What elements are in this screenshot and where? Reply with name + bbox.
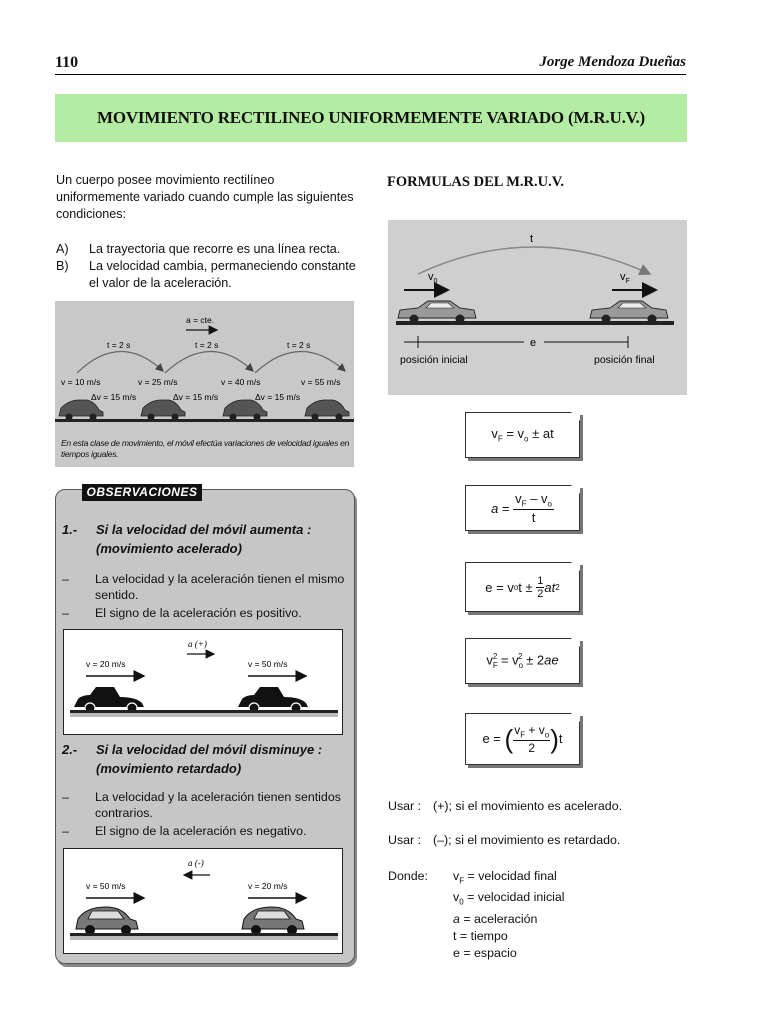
bullet-item [62, 789, 346, 821]
formula-velocity-squared: $v_F^2 = v_o^2 \pm 2ae$ [465, 638, 580, 684]
car-icon [223, 400, 267, 421]
time-label: t = 2 s [195, 340, 219, 350]
accelerated-motion-diagram [64, 630, 344, 736]
definitions-label: Donde: [388, 869, 428, 883]
usage-line [388, 833, 620, 847]
usage-label: Usar : [388, 799, 422, 813]
initial-velocity-label: $v_0$ [428, 271, 438, 285]
case2-number: 2.- [62, 742, 78, 757]
road-line [396, 321, 674, 325]
bullet-item [62, 823, 346, 839]
road-shadow [70, 713, 338, 717]
bullet-dash: – [62, 824, 69, 838]
case2-heading [62, 740, 322, 778]
velocity-label: v = 55 m/s [301, 377, 341, 387]
motion-diagram [388, 220, 687, 395]
case2-title-line1: Si la velocidad del móvil disminuye : [96, 742, 323, 757]
formulas-heading: FORMULAS DEL M.R.U.V. [387, 174, 564, 190]
usage-line [388, 799, 622, 813]
time-arc [77, 351, 163, 373]
condition-item [56, 241, 356, 258]
case1-number: 1.- [62, 522, 78, 537]
condition-key: A) [56, 242, 69, 256]
formula-acceleration: a = $v_F - v_o$ t [465, 485, 580, 531]
definition-item: $v_F$ = velocidad final [453, 869, 557, 886]
case2-title-line2: (movimiento retardado) [96, 761, 242, 776]
condition-item [56, 258, 356, 292]
accel-label: a = cte. [186, 315, 215, 325]
conditions-list [56, 241, 356, 292]
velocity-label: v = 50 m/s [86, 881, 126, 891]
bullet-text: La velocidad y la aceleración tienen el mismo sentido. [95, 572, 345, 602]
car-icon [242, 907, 304, 935]
car-icon [141, 400, 185, 421]
time-arc [165, 351, 253, 373]
retarded-motion-figure [63, 848, 343, 954]
header-divider [55, 74, 686, 75]
road-line [55, 419, 354, 422]
definition-item: e = espacio [453, 945, 517, 960]
page-number: 110 [55, 54, 79, 71]
bullet-dash: – [62, 572, 69, 586]
delta-label: Δv = 15 m/s [255, 392, 301, 402]
bullet-dash: – [62, 790, 69, 804]
condition-text: La trayectoria que recorre es una línea recta. [89, 242, 341, 256]
final-position-label: posición final [594, 354, 655, 366]
accel-label: a (+) [188, 639, 207, 649]
retarded-motion-diagram [64, 849, 344, 955]
constant-acceleration-figure [55, 301, 354, 467]
usage-label: Usar : [388, 833, 422, 847]
condition-text: La velocidad cambia, permaneciendo constante el valor de la aceleración. [89, 259, 356, 290]
bullet-text: La velocidad y la aceleración tienen sentidos contrarios. [95, 790, 341, 820]
definition-item: a = aceleración [453, 911, 538, 926]
usage-text: (–); si el movimiento es retardado. [433, 833, 621, 847]
condition-key: B) [56, 259, 69, 273]
bullet-text: El signo de la aceleración es negativo. [95, 824, 307, 838]
chapter-title-band [55, 94, 687, 142]
velocity-label: v = 25 m/s [138, 377, 178, 387]
time-label: t = 2 s [107, 340, 131, 350]
case1-title-line1: Si la velocidad del móvil aumenta : [96, 522, 312, 537]
delta-label: Δv = 15 m/s [91, 392, 137, 402]
car-icon [76, 907, 138, 935]
motion-diagram-figure [388, 220, 687, 395]
car-icon [74, 687, 144, 713]
formula-final-velocity: $v_F = v_o$ ± at [465, 412, 580, 458]
velocity-label: v = 20 m/s [86, 659, 126, 669]
road-line [70, 933, 338, 936]
observations-tag: OBSERVACIONES [82, 484, 202, 501]
chapter-title: MOVIMIENTO RECTILINEO UNIFORMEMENTE VARIADO (M.R.U.V.) [96, 108, 646, 127]
usage-text: (+); si el movimiento es acelerado. [433, 799, 623, 813]
car-icon [59, 400, 103, 421]
formula-distance: e = v o t ± 1 2 at 2 [465, 562, 580, 612]
velocity-label: v = 10 m/s [61, 377, 101, 387]
bullet-text: El signo de la aceleración es positivo. [95, 606, 302, 620]
accelerated-motion-figure [63, 629, 343, 735]
definition-item: t = tiempo [453, 928, 508, 943]
accel-label: a (-) [188, 858, 204, 868]
delta-label: Δv = 15 m/s [173, 392, 219, 402]
intro-text: Un cuerpo posee movimiento rectilíneo uniformemente variado cuando cumple las siguientes condiciones: [56, 173, 354, 221]
car-icon [590, 301, 668, 324]
velocity-label: v = 50 m/s [248, 659, 288, 669]
figure-caption: En esta clase de movimiento, el móvil efectúa variaciones de velocidad iguales en tiempos iguales. [61, 438, 350, 459]
formula-distance-average: e = ( $v_F + v_o$ 2 ) t [465, 713, 580, 765]
time-arc [255, 351, 345, 373]
bullet-dash: – [62, 606, 69, 620]
initial-position-label: posición inicial [400, 354, 468, 366]
car-icon [238, 687, 308, 713]
car-icon [398, 301, 476, 324]
case1-title-line2: (movimiento acelerado) [96, 541, 242, 556]
intro-paragraph [56, 172, 356, 223]
velocity-label: v = 20 m/s [248, 881, 288, 891]
author-name: Jorge Mendoza Dueñas [539, 54, 686, 70]
velocity-label: v = 40 m/s [221, 377, 261, 387]
road-shadow [70, 936, 338, 940]
time-label: t [530, 233, 534, 245]
time-arc [418, 247, 650, 274]
final-velocity-label: $v_F$ [620, 271, 630, 285]
case1-heading [62, 520, 311, 558]
bullet-item [62, 571, 346, 603]
time-label: t = 2 s [287, 340, 311, 350]
definition-item: $v_0$ = velocidad inicial [453, 890, 565, 907]
car-icon [305, 400, 349, 421]
bullet-item [62, 605, 346, 621]
distance-label: e [530, 337, 537, 349]
road-line [70, 710, 338, 713]
